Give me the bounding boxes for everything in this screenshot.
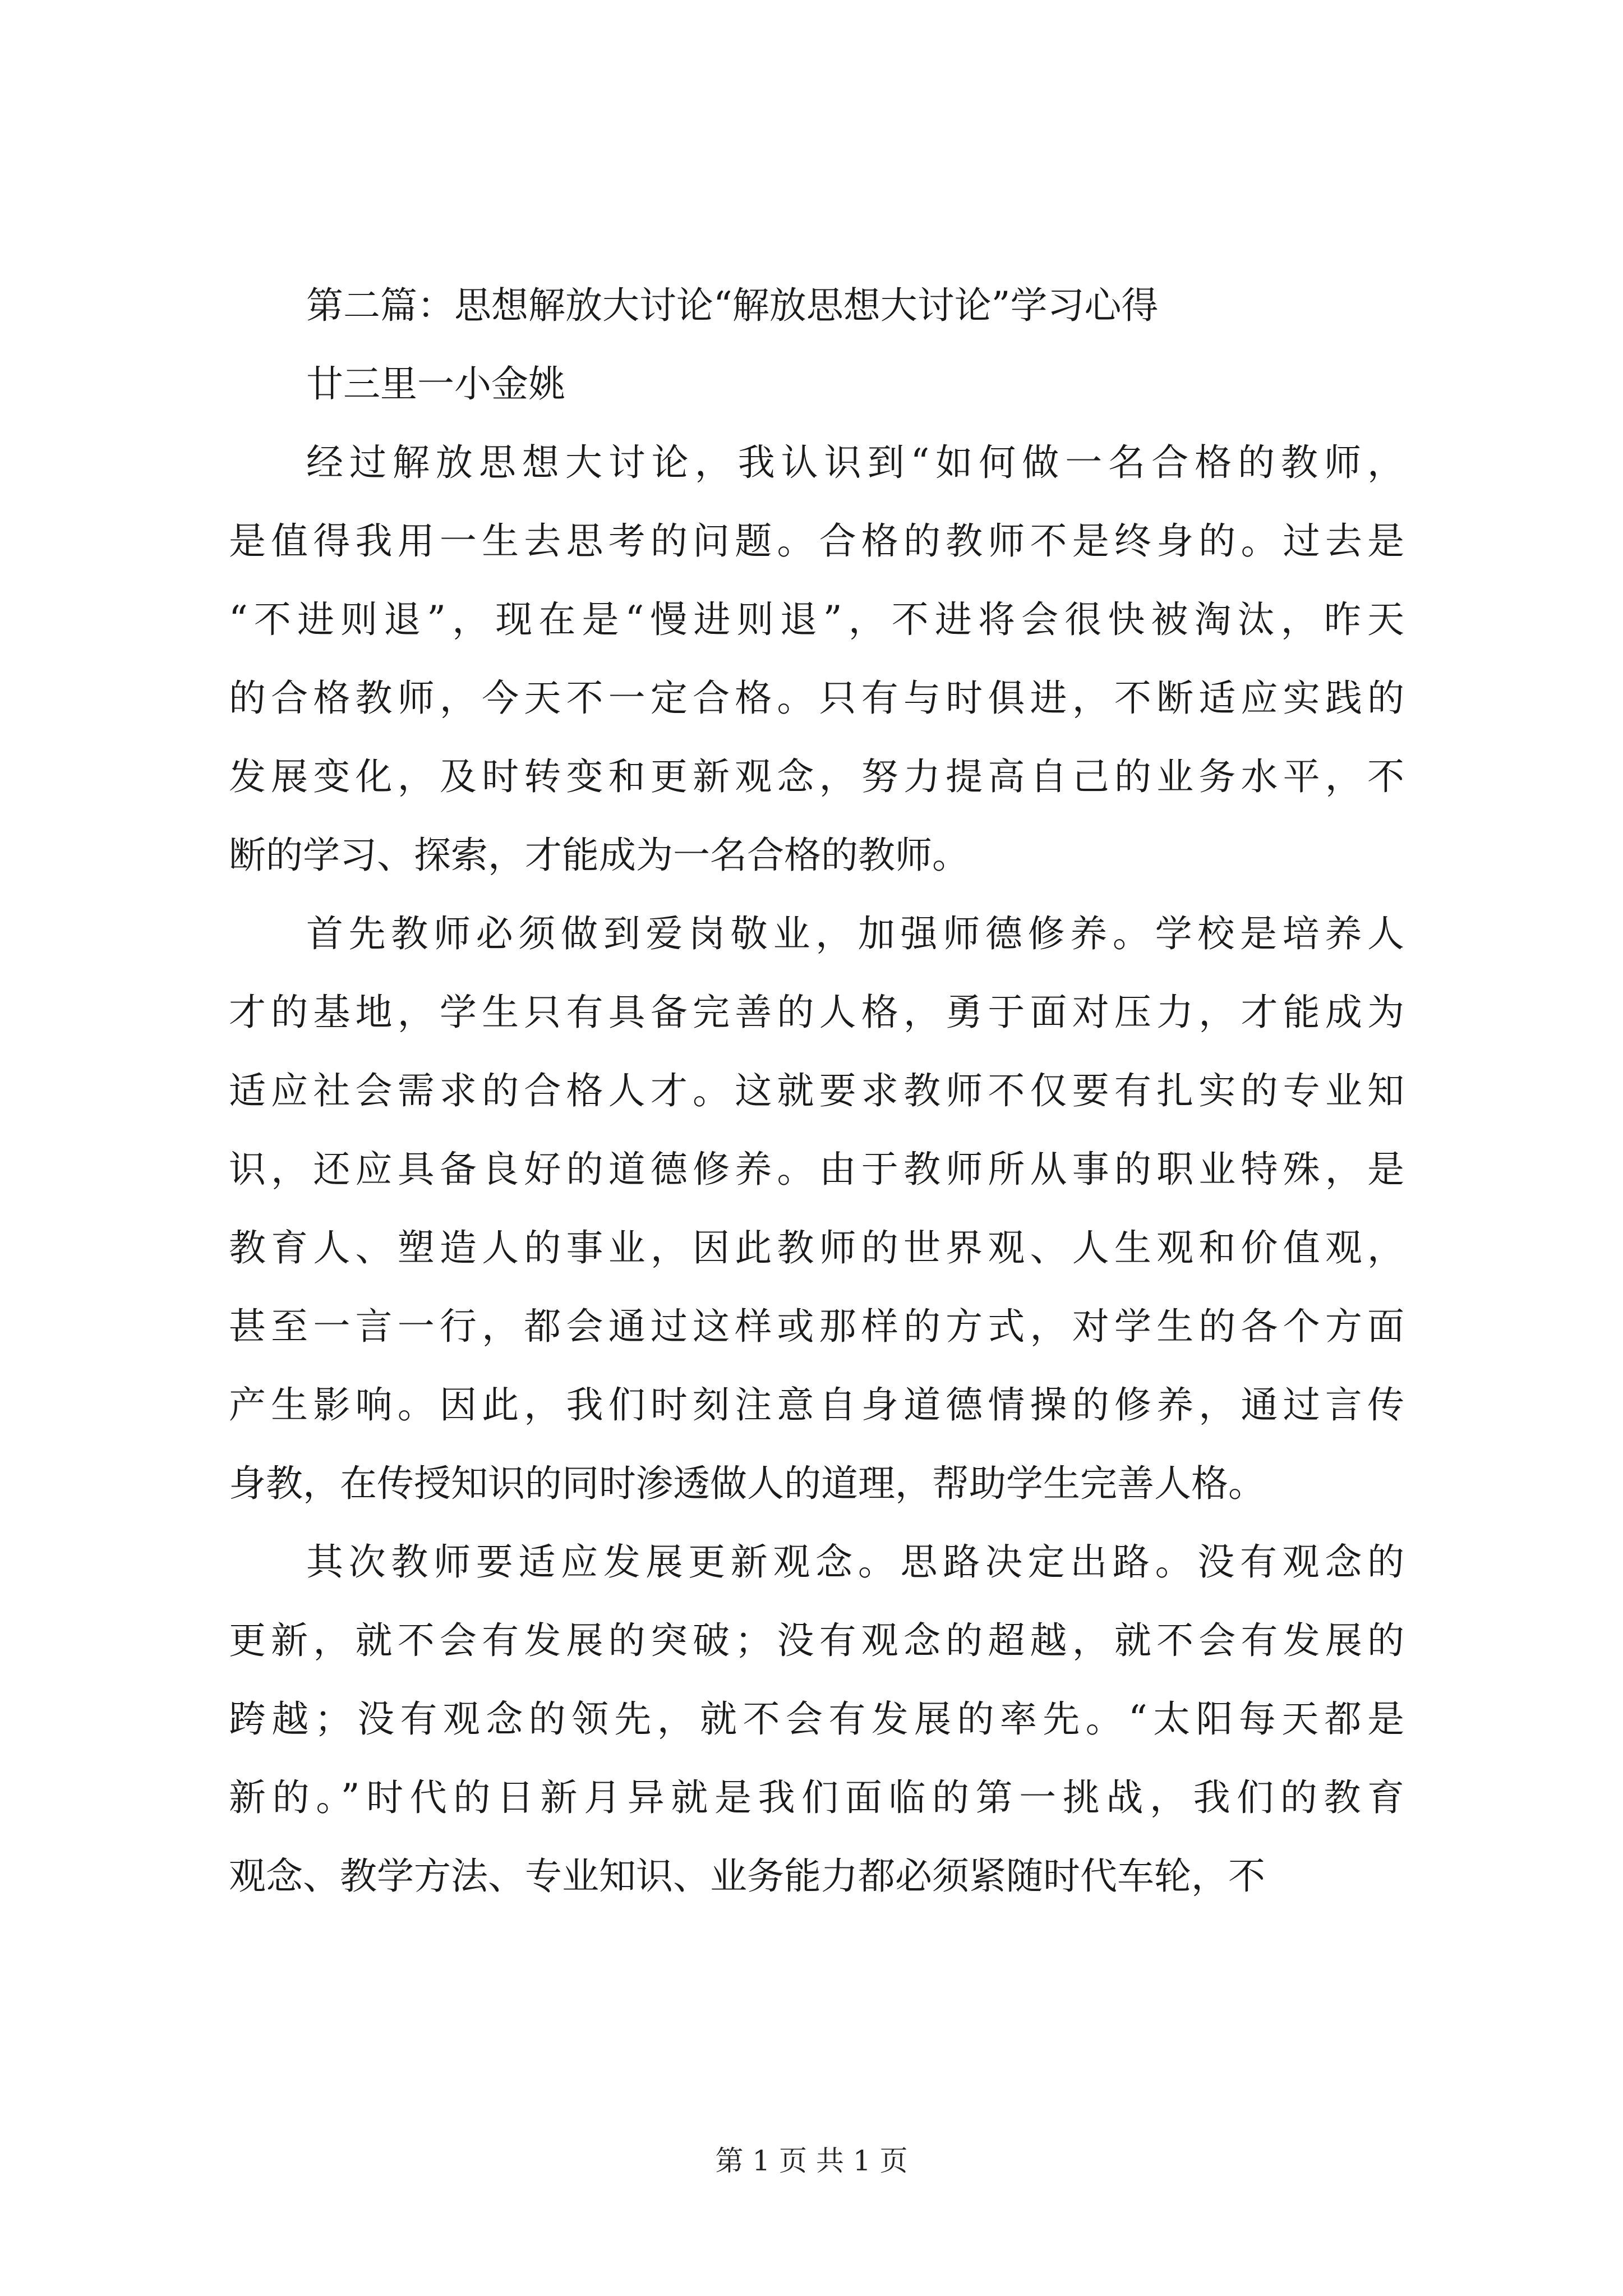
paragraph-line: 首先教师必须做到爱岗敬业，加强师德修养。学校是培养人: [306, 912, 1404, 955]
paragraph-line: 更新，就不会有发展的突破；没有观念的超越，就不会有发展的: [229, 1619, 1404, 1662]
document-body: [229, 266, 1404, 1916]
paragraph-line: 断的学习、探索，才能成为一名合格的教师。: [229, 834, 969, 877]
paragraph-line: 教育人、塑造人的事业，因此教师的世界观、人生观和价值观，: [229, 1226, 1404, 1269]
paragraph-line: 身教，在传授知识的同时渗透做人的道理，帮助学生完善人格。: [229, 1462, 1265, 1505]
paragraph-line: 经过解放思想大讨论，我认识到“如何做一名合格的教师，: [306, 441, 1404, 484]
paragraph-line: 的合格教师，今天不一定合格。只有与时俱进，不断适应实践的: [229, 677, 1404, 720]
paragraph-line: “不进则退”，现在是“慢进则退”，不进将会很快被淘汰，昨天: [229, 598, 1404, 641]
paragraph-line: 适应社会需求的合格人才。这就要求教师不仅要有扎实的专业知: [229, 1069, 1404, 1112]
paragraph-line: 跨越；没有观念的领先，就不会有发展的率先。“太阳每天都是: [229, 1697, 1404, 1741]
paragraph-line: 才的基地，学生只有具备完善的人格，勇于面对压力，才能成为: [229, 991, 1404, 1034]
paragraph-line: 是值得我用一生去思考的问题。合格的教师不是终身的。过去是: [229, 519, 1404, 563]
paragraph-2: [229, 895, 1404, 1523]
paragraph-line: 新的。”时代的日新月异就是我们面临的第一挑战，我们的教育: [229, 1776, 1404, 1819]
paragraph-line: 其次教师要适应发展更新观念。思路决定出路。没有观念的: [306, 1540, 1404, 1584]
paragraph-1: [229, 424, 1404, 895]
paragraph-line: 产生影响。因此，我们时刻注意自身道德情操的修养，通过言传: [229, 1383, 1404, 1427]
page-number-footer: 第 1 页 共 1 页: [715, 2145, 908, 2177]
document-author: 廿三里一小金姚: [306, 362, 565, 406]
paragraph-line: 甚至一言一行，都会通过这样或那样的方式，对学生的各个方面: [229, 1305, 1404, 1348]
paragraph-line: 观念、教学方法、专业知识、业务能力都必须紧随时代车轮，不: [229, 1855, 1265, 1898]
document-title: 第二篇：思想解放大讨论“解放思想大讨论”学习心得: [306, 284, 1159, 327]
paragraph-line: 发展变化，及时转变和更新观念，努力提高自己的业务水平，不: [229, 755, 1404, 798]
paragraph-3: [229, 1523, 1404, 1916]
paragraph-line: 识，还应具备良好的道德修养。由于教师所从事的职业特殊，是: [229, 1148, 1404, 1191]
